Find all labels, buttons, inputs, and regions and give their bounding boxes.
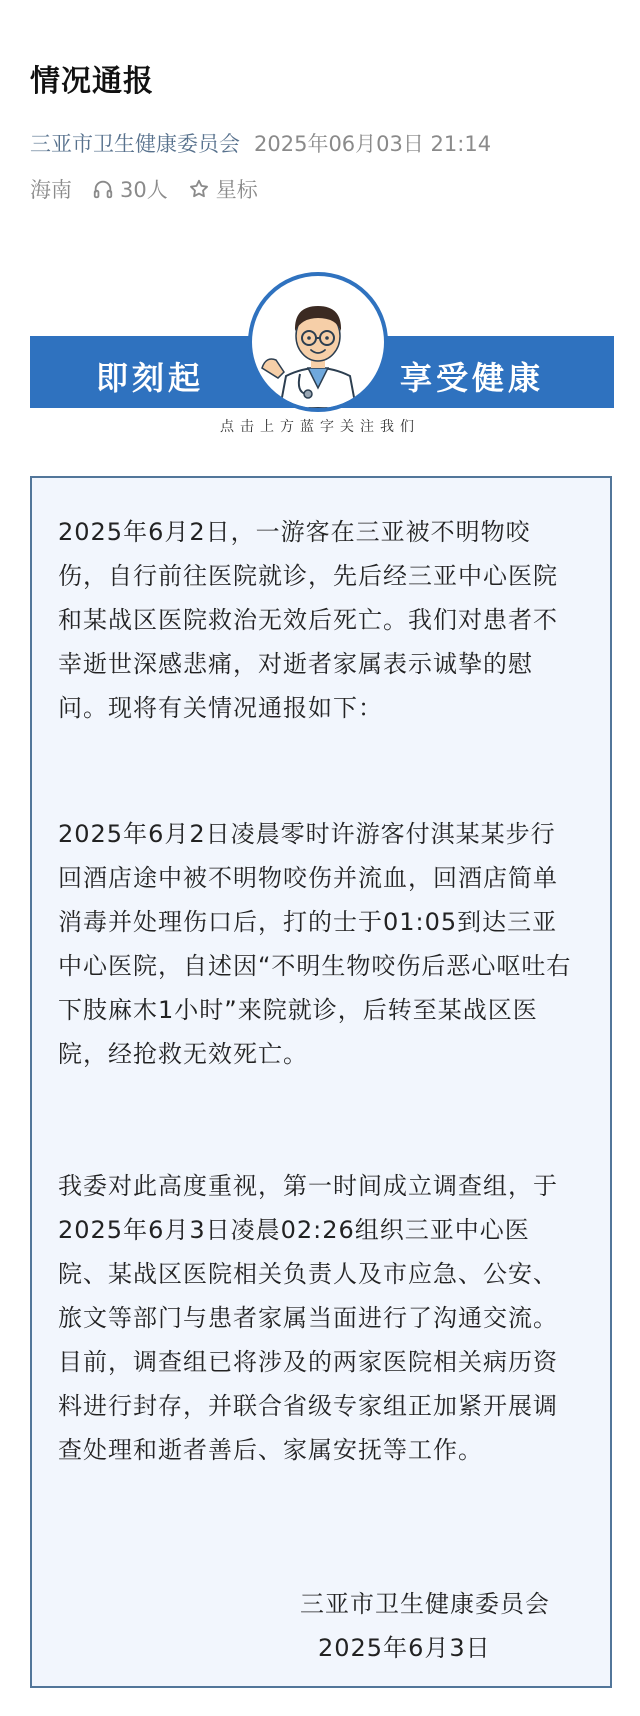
doctor-avatar-icon xyxy=(248,272,388,412)
notice-paragraph: 我委对此高度重视，第一时间成立调查组，于2025年6月3日凌晨02:26组织三亚中心医院、某战区医院相关负责人及市应急、公安、旅文等部门与患者家属当面进行了沟通交流。目前，调查组已将涉及的两家医院相关病历资料进行封存，并联合省级专家组正加紧开展调查处理和逝者善后、家属安抚等工作。 xyxy=(58,1172,558,1464)
listen-button[interactable] xyxy=(92,174,168,204)
banner-subtitle: 点击上方蓝字关注我们 xyxy=(220,419,420,435)
star-outline-icon xyxy=(188,178,210,200)
star-label: 星标 xyxy=(215,178,258,202)
article-title: 情况通报 xyxy=(30,64,154,99)
notice-paragraph: 2025年6月2日，一游客在三亚被不明物咬伤，自行前往医院就诊，先后经三亚中心医院和某战区医院救治无效后死亡。我们对患者不幸逝世深感悲痛，对逝者家属表示诚挚的慰问。现将有关情况通报如下： xyxy=(58,518,558,722)
headphones-icon xyxy=(92,178,114,200)
banner-right-text: 享受健康 xyxy=(400,359,545,397)
listener-count: 30人 xyxy=(120,178,168,202)
article-meta-secondary xyxy=(30,174,258,204)
star-button[interactable] xyxy=(188,174,258,204)
signature-date: 2025年6月3日 xyxy=(318,1634,491,1662)
location-label: 海南 xyxy=(30,178,72,202)
notice-paragraph: 2025年6月2日凌晨零时许游客付淇某某步行回酒店途中被不明物咬伤并流血，回酒店简单消毒并处理伤口后，打的士于01:05到达三亚中心医院，自述因“不明生物咬伤后恶心呕吐右下肢麻木1小时”来院就诊，后转至某战区医院，经抢救无效死亡。 xyxy=(58,820,572,1068)
article-meta xyxy=(30,128,491,158)
signature-organization: 三亚市卫生健康委员会 xyxy=(300,1590,550,1618)
author-link[interactable]: 三亚市卫生健康委员会 xyxy=(30,132,240,156)
banner-left-text: 即刻起 xyxy=(96,359,205,397)
publish-datetime: 2025年06月03日 21:14 xyxy=(254,132,492,156)
